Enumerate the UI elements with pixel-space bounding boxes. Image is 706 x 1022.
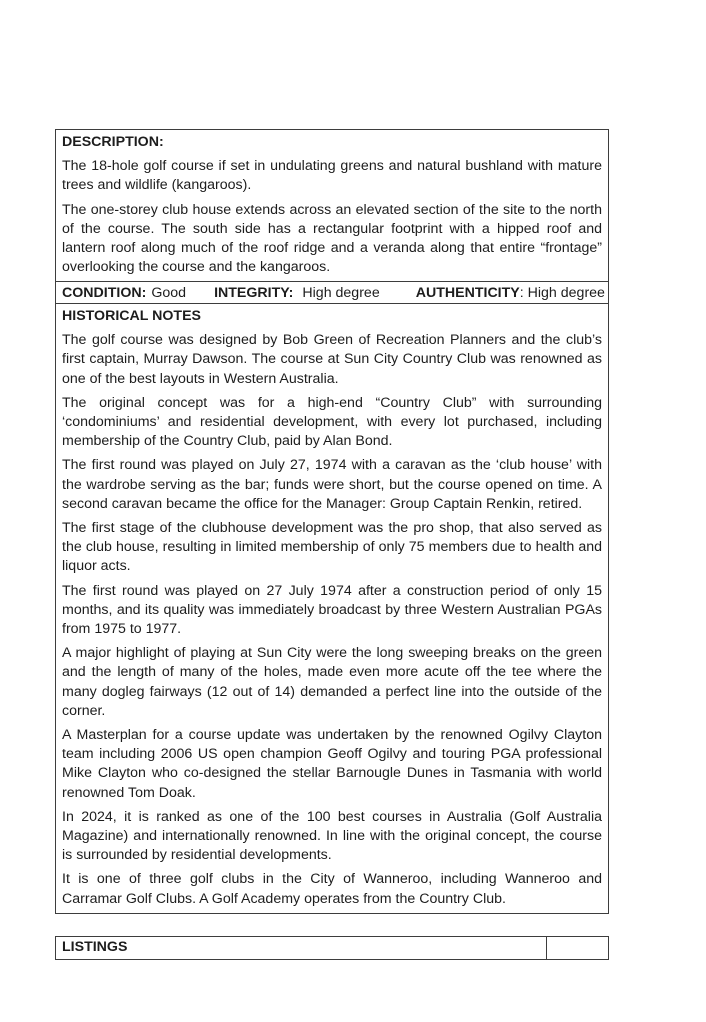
condition-value: Good <box>151 284 187 301</box>
description-heading: DESCRIPTION: <box>62 134 164 150</box>
integrity-field <box>214 285 380 301</box>
historical-notes-section <box>56 304 608 913</box>
authenticity-value: : High degree <box>519 284 605 301</box>
authenticity-field <box>416 285 605 301</box>
historical-notes-heading: HISTORICAL NOTES <box>62 307 201 324</box>
historical-paragraph: A Masterplan for a course update was undertaken by the renowned Ogilvy Clayton team including 2006 US open champion Geoff Ogilvy and touring PGA professional Mike Clayton who co-designed the stellar Barnougle Dunes in Tasmania with world renowned Tom Doak. <box>62 726 602 801</box>
condition-integrity-authenticity-row <box>56 282 608 304</box>
historical-paragraph: A major highlight of playing at Sun City were the long sweeping breaks on the green and the length of many of the holes, made even more acute off the tee where the many dogleg fairways (12 out of 14) demanded a perfect line into the outside of the corner. <box>62 645 602 719</box>
historical-paragraph: The original concept was for a high-end “Country Club” with surrounding ‘condominiums’ and residential development, with every lot purchased, including membership of the Country Club, paid by Alan Bond. <box>62 394 602 450</box>
historical-paragraph: It is one of three golf clubs in the City of Wanneroo, including Wanneroo and Carramar Golf Clubs. A Golf Academy operates from the Country Club. <box>62 871 602 907</box>
document-page <box>55 129 609 960</box>
condition-field <box>62 285 186 301</box>
historical-paragraph: The first stage of the clubhouse development was the pro shop, that also served as the club house, resulting in limited membership of only 75 members due to health and liquor acts. <box>62 519 602 575</box>
historical-paragraph: The golf course was designed by Bob Green of Recreation Planners and the club’s first captain, Murray Dawson. The course at Sun City Country Club was renowned as one of the best layouts in Western Australia. <box>62 332 602 387</box>
historical-paragraph: The first round was played on July 27, 1974 with a caravan as the ‘club house’ with the wardrobe serving as the bar; funds were short, but the course opened on time. A second caravan became the office for the Manager: Group Captain Renkin, retired. <box>62 457 602 512</box>
integrity-label: INTEGRITY: <box>214 284 294 301</box>
listings-heading: LISTINGS <box>62 939 128 956</box>
historical-paragraph: In 2024, it is ranked as one of the 100 best courses in Australia (Golf Australia Magazine) and internationally renowned. In line with the original concept, the course is surrounded by residential developments. <box>62 808 602 864</box>
condition-label: CONDITION: <box>62 284 147 301</box>
listings-empty-cell <box>547 937 608 959</box>
integrity-value: High degree <box>302 284 380 301</box>
description-paragraph: The 18-hole golf course if set in undulating greens and natural bushland with mature trees and wildlife (kangaroos). <box>62 158 602 194</box>
listings-header-cell <box>56 937 547 959</box>
listings-table <box>55 936 609 960</box>
historical-paragraph: The first round was played on 27 July 1974 after a construction period of only 15 months, and its quality was immediately broadcast by three Western Australian PGAs from 1975 to 1977. <box>62 582 602 637</box>
assessment-table <box>55 129 609 914</box>
authenticity-label: AUTHENTICITY <box>415 284 520 301</box>
description-section <box>56 130 608 282</box>
description-paragraph: The one-storey club house extends across an elevated section of the site to the north of the course. The south side has a rectangular footprint with a hipped roof and lantern roof along much of the roof ridge and a veranda along that entire “frontage” overlooking the course and the kangaroos. <box>62 201 602 276</box>
